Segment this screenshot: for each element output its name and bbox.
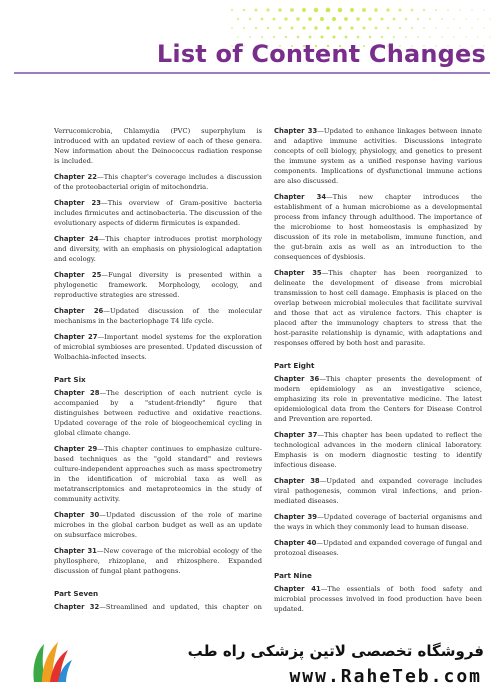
decorative-dot bbox=[297, 36, 300, 39]
decorative-dot bbox=[302, 8, 306, 12]
part-heading: Part Seven bbox=[54, 589, 99, 598]
chapter-description: —Updated discussion of the role of marine microbes in the global carbon budget as well as an update on subsurface microbes. bbox=[54, 511, 262, 539]
chapter-label: Chapter 35 bbox=[274, 269, 322, 277]
chapter-label: Chapter 39 bbox=[274, 513, 317, 521]
decorative-dot bbox=[447, 27, 449, 29]
chapter-description: —Updated and expanded coverage of fungal and protozoal diseases. bbox=[274, 539, 482, 557]
chapter-entry bbox=[274, 192, 482, 262]
decorative-dot bbox=[459, 27, 461, 29]
page-title: List of Content Changes bbox=[156, 40, 486, 68]
decorative-dot bbox=[273, 36, 275, 38]
decorative-dot bbox=[465, 18, 467, 20]
decorative-dot bbox=[314, 8, 318, 12]
decorative-dot bbox=[332, 17, 336, 21]
decorative-dot bbox=[489, 36, 491, 38]
decorative-dot bbox=[345, 36, 348, 39]
chapter-entry bbox=[54, 546, 262, 576]
decorative-dot bbox=[465, 36, 467, 38]
chapter-label: Chapter 36 bbox=[274, 375, 320, 383]
chapter-description: —Updated discussion of the molecular mechanisms in the bacteriophage T4 life cycle. bbox=[54, 307, 262, 325]
chapter-label: Chapter 22 bbox=[54, 173, 97, 181]
chapter-entry bbox=[54, 234, 262, 264]
decorative-dot bbox=[249, 36, 251, 38]
page-header bbox=[0, 0, 500, 118]
decorative-dot bbox=[417, 36, 419, 38]
decorative-dot bbox=[369, 36, 371, 38]
decorative-dot bbox=[387, 27, 390, 30]
decorative-dot bbox=[374, 8, 378, 12]
decorative-dot bbox=[243, 27, 245, 29]
chapter-entry bbox=[274, 512, 482, 532]
decorative-dot bbox=[386, 8, 389, 11]
right-column bbox=[274, 126, 482, 614]
chapter-entry bbox=[54, 444, 262, 504]
decorative-dot bbox=[459, 9, 461, 11]
raheteb-logo-icon bbox=[28, 636, 74, 686]
decorative-dot bbox=[489, 18, 491, 20]
chapter-description: —This chapter has been reorganized to delineate the development of disease from microbial transmission to host cell damage. Emphasis is placed on the overlap between microbial molecules that facilitate survival and those that act as virulence factors. This chapter is placed after the immunology chapters to stress that the host-parasite relationship is dynamic, with adaptations and responses offered by both host and parasite. bbox=[274, 269, 482, 347]
decorative-dot bbox=[350, 8, 354, 12]
decorative-dot bbox=[309, 36, 312, 39]
decorative-dot bbox=[375, 27, 378, 30]
chapter-entry bbox=[54, 306, 262, 326]
chapter-description: —Updated coverage of bacterial organisms and the ways in which they commonly lead to human disease. bbox=[274, 513, 482, 531]
decorative-dot bbox=[255, 9, 258, 12]
chapter-entry bbox=[274, 476, 482, 506]
decorative-dot bbox=[393, 36, 395, 38]
chapter-label: Chapter 33 bbox=[274, 127, 318, 135]
chapter-label: Chapter 41 bbox=[274, 585, 321, 593]
content-columns bbox=[54, 126, 490, 614]
decorative-dot bbox=[393, 18, 396, 21]
decorative-dot bbox=[447, 9, 449, 11]
decorative-dot bbox=[296, 17, 300, 21]
chapter-label: Chapter 30 bbox=[54, 511, 100, 519]
decorative-dot bbox=[411, 9, 414, 12]
chapter-entry bbox=[54, 388, 262, 438]
store-name: فروشگاه تخصصی لاتین پزشکی راه طب bbox=[187, 642, 484, 660]
part-heading: Part Eight bbox=[274, 361, 315, 370]
chapter-label: Chapter 26 bbox=[54, 307, 104, 315]
decorative-dot bbox=[243, 9, 246, 12]
chapter-description: —This chapter presents the development of modern epidemiology as an investigative science, emphasizing its role in preventative medicine. The latest epidemiological data from the Centers for Disease Control and Prevention are reported. bbox=[274, 375, 482, 423]
chapter-description: Verrucomicrobia, Chlamydia (PVC) superphylum is introduced with an updated review of each of these genera. New information about the Deinococcus radiation response is included. bbox=[54, 127, 262, 165]
chapter-entry bbox=[274, 430, 482, 470]
chapter-label: Chapter 34 bbox=[274, 193, 327, 201]
store-url: www.RaheTeb.com bbox=[289, 666, 482, 687]
chapter-description: —This chapter continues to emphasize culture-based techniques as the "gold standard" and reviews culture-independent approaches such as mass spectrometry in the identification of microbial taxa as well as metatranscriptomics and metaproteomics in the study of community activity. bbox=[54, 445, 262, 503]
decorative-dot bbox=[471, 9, 473, 11]
decorative-dot bbox=[237, 36, 239, 38]
decorative-dot bbox=[356, 17, 360, 21]
decorative-dot bbox=[321, 36, 324, 39]
part-heading: Part Six bbox=[54, 375, 86, 384]
decorative-dot bbox=[279, 27, 282, 30]
decorative-dot bbox=[308, 17, 312, 21]
decorative-dot bbox=[411, 27, 413, 29]
part-heading: Part Nine bbox=[274, 571, 312, 580]
decorative-dot bbox=[483, 27, 485, 29]
decorative-dot bbox=[368, 17, 371, 20]
chapter-entry bbox=[54, 332, 262, 362]
chapter-entry bbox=[54, 172, 262, 192]
chapter-label: Chapter 29 bbox=[54, 445, 98, 453]
decorative-dot bbox=[291, 27, 294, 30]
decorative-dot bbox=[405, 18, 408, 21]
chapter-description: —This chapter introduces protist morphology and diversity, with an emphasis on physiological adaptation and ecology. bbox=[54, 235, 262, 263]
decorative-dot bbox=[357, 36, 360, 39]
decorative-dot bbox=[398, 8, 401, 11]
chapter-label: Chapter 25 bbox=[54, 271, 102, 279]
chapter-entry bbox=[274, 538, 482, 558]
chapter-label: Chapter 23 bbox=[54, 199, 102, 207]
decorative-dot bbox=[249, 18, 251, 20]
decorative-dot bbox=[350, 26, 353, 29]
decorative-dot bbox=[453, 18, 455, 20]
chapter-label: Chapter 24 bbox=[54, 235, 99, 243]
chapter-entry bbox=[274, 126, 482, 186]
decorative-dot bbox=[278, 8, 282, 12]
decorative-dot bbox=[290, 8, 294, 12]
decorative-dot bbox=[381, 36, 383, 38]
chapter-description: —The description of each nutrient cycle is accompanied by a "student-friendly" figure that distinguishes between reductive and oxidative reactions. Updated coverage of the role of biogeochemical cycling in global climate change. bbox=[54, 389, 262, 437]
decorative-dot bbox=[453, 36, 455, 38]
decorative-dot bbox=[231, 27, 233, 29]
decorative-dot bbox=[423, 9, 425, 11]
chapter-entry bbox=[274, 374, 482, 424]
chapter-description: —New coverage of the microbial ecology of the phyllosphere, rhizoplane, and rhizosphere. Expanded discussion of fungal plant pathogens. bbox=[54, 547, 262, 575]
chapter-label: Chapter 37 bbox=[274, 431, 318, 439]
chapter-description: —The essentials of both food safety and microbial processes involved in food production have been updated. bbox=[274, 585, 482, 613]
chapter-entry bbox=[54, 198, 262, 228]
chapter-description: —Fungal diversity is presented within a phylogenetic framework. Morphology, ecology, and reproductive strategies are stressed. bbox=[54, 271, 262, 299]
decorative-dot bbox=[405, 36, 407, 38]
decorative-dot bbox=[483, 9, 485, 11]
chapter-label: Chapter 31 bbox=[54, 547, 97, 555]
decorative-dot bbox=[326, 26, 330, 30]
chapter-label: Chapter 32 bbox=[54, 603, 100, 611]
decorative-dot bbox=[237, 18, 239, 20]
decorative-dot bbox=[302, 26, 305, 29]
decorative-dot bbox=[423, 27, 425, 29]
chapter-description: —This chapter has been updated to reflect the technological advances in the modern clinical laboratory. Emphasis is on modern diagnostic testing to identify infectious disease. bbox=[274, 431, 482, 469]
decorative-dot bbox=[314, 26, 317, 29]
decorative-dot bbox=[261, 36, 263, 38]
chapter-description: —This chapter's coverage includes a discussion of the proteobacterial origin of mitochondria. bbox=[54, 173, 262, 191]
chapter-label: Chapter 38 bbox=[274, 477, 320, 485]
decorative-dot bbox=[362, 8, 366, 12]
decorative-dot bbox=[435, 9, 437, 11]
decorative-dot bbox=[284, 17, 287, 20]
decorative-dot bbox=[326, 8, 331, 13]
decorative-dot bbox=[471, 27, 473, 29]
decorative-dot bbox=[261, 18, 264, 21]
chapter-description: —Important model systems for the exploration of microbial symbioses are presented. Updated discussion of Wolbachia-infected insects. bbox=[54, 333, 262, 361]
chapter-description: —Updated to enhance linkages between innate and adaptive immune activities. Discussions integrate concepts of cell biology, physiology, and genetics to present the immune system as a unified response having various components. Implications of dysfunctional immune actions are also discussed. bbox=[274, 127, 482, 185]
chapter-entry bbox=[54, 270, 262, 300]
decorative-dot bbox=[429, 18, 431, 20]
chapter-description: —This new chapter introduces the establishment of a human microbiome as a developmental process from infancy through adulthood. The importance of the microbiome to host homeostasis is emphasized by discussion of its role in metabolism, immune function, and the gut-brain axis as well as an introduction to the consequences of dysbiosis. bbox=[274, 193, 482, 261]
decorative-dot bbox=[363, 27, 366, 30]
decorative-dot bbox=[273, 18, 276, 21]
chapter-entry bbox=[54, 126, 262, 166]
chapter-description: —This overview of Gram-positive bacteria includes firmicutes and actinobacteria. The discussion of the evolutionary aspects of diderm firmicutes is expanded. bbox=[54, 199, 262, 227]
chapter-label: Chapter 40 bbox=[274, 539, 317, 547]
decorative-dot bbox=[338, 26, 341, 29]
header-rule bbox=[14, 72, 490, 74]
page-footer bbox=[0, 616, 500, 700]
decorative-dot bbox=[344, 17, 348, 21]
left-column bbox=[54, 126, 262, 614]
decorative-dot bbox=[285, 36, 287, 38]
decorative-dot bbox=[477, 18, 479, 20]
chapter-description: —Updated and expanded coverage includes viral pathogenesis, common viral infections, and prion-mediated diseases. bbox=[274, 477, 482, 505]
decorative-dot bbox=[441, 36, 443, 38]
decorative-dot bbox=[380, 17, 383, 20]
decorative-dot bbox=[399, 27, 401, 29]
decorative-dot bbox=[429, 36, 431, 38]
chapter-entry bbox=[274, 268, 482, 348]
decorative-dot bbox=[266, 8, 269, 11]
decorative-dot bbox=[320, 17, 324, 21]
decorative-dot bbox=[333, 36, 336, 39]
decorative-dot bbox=[441, 18, 443, 20]
chapter-label: Chapter 27 bbox=[54, 333, 98, 341]
decorative-dot bbox=[255, 27, 257, 29]
chapter-entry bbox=[54, 602, 262, 614]
decorative-dot bbox=[267, 27, 269, 29]
chapter-label: Chapter 28 bbox=[54, 389, 100, 397]
chapter-entry bbox=[54, 510, 262, 540]
decorative-dot bbox=[477, 36, 479, 38]
decorative-dot bbox=[338, 8, 343, 13]
decorative-dot bbox=[435, 27, 437, 29]
decorative-dot bbox=[417, 18, 419, 20]
decorative-dot bbox=[231, 9, 233, 11]
chapter-entry bbox=[274, 584, 482, 614]
chapter-description: —Streamlined and updated, this chapter on bbox=[99, 603, 262, 611]
